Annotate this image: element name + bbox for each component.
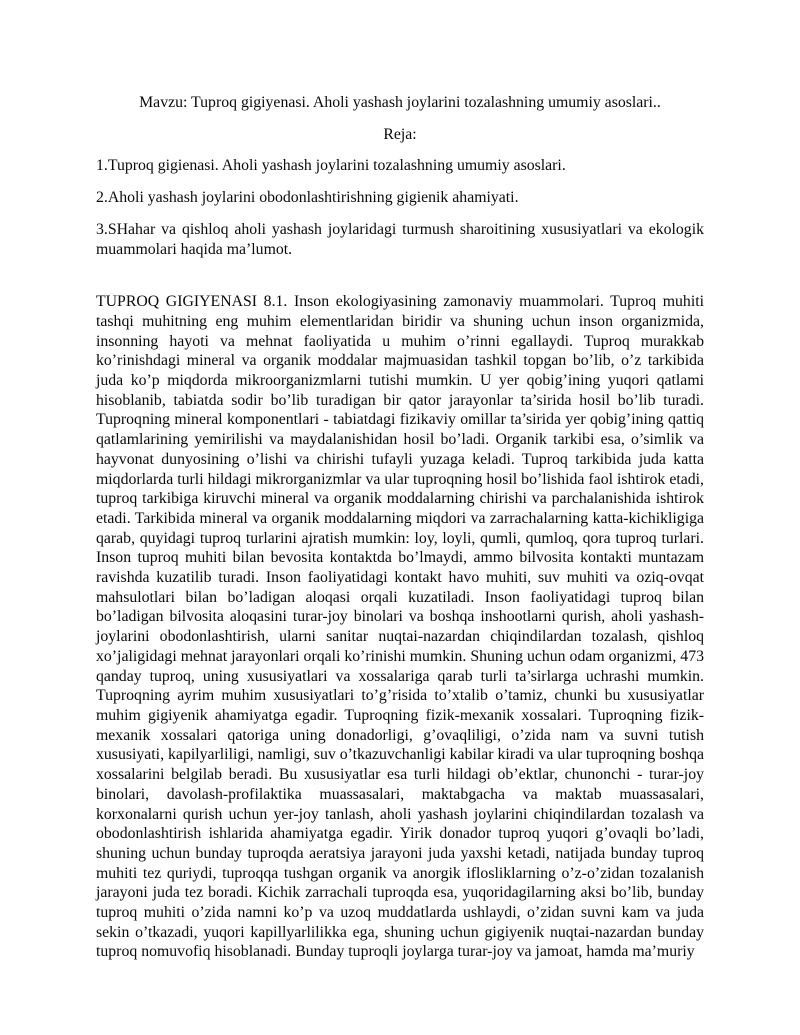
document-title: Mavzu: Tuproq gigiyenasi. Aholi yashash joylarini tozalashning umumiy asoslari..: [139, 94, 661, 111]
plan-item-2: 2.Aholi yashash joylarini obodonlashtirishning gigienik ahamiyati.: [96, 189, 519, 207]
body-paragraph: TUPROQ GIGIYENASI 8.1. Inson ekologiyasining zamonaviy muammolari. Tuproq muhiti tashqi muhitning eng muhim elementlaridan biridir va shuning uchun inson organizmida, insonning hayoti va mehnat faoliyatida u muhim o’rinni egallaydi. Tuproq murakkab ko’rinishdagi mineral va organik moddalar majmuasidan tashkil topgan bo’lib, o’z tarkibida juda ko’p miqdorda mikroorganizmlarni tutishi mumkin. U yer qobig’ining yuqori qatlami hisoblanib, tabiatda sodir bo’lib turadigan bir qator jarayonlar ta’sirida hosil bo’lib turadi. Tuproqning mineral komponentlari - tabiatdagi fizikaviy omillar ta’sirida yer qobig’ining qattiq qatlamlarining yemirilishi va maydalanishidan hosil bo’ladi. Organik tarkibi esa, o’simlik va hayvonat dunyosining o’lishi va chirishi tufayli yuzaga keladi. Tuproq tarkibida juda katta miqdorlarda turli hildagi mikrorganizmlar va ular tuproqning hosil bo’lishida faol ishtirok etadi, tuproq tarkibiga kiruvchi mineral va organik moddalarning chirishi va parchalanishida ishtirok etadi. Tarkibida mineral va organik moddalarning miqdori va zarrachalarning katta-kichikligiga qarab, quyidagi tuproq turlarini ajratish mumkin: loy, loyli, qumli, qumloq, qora tuproq turlari. Inson tuproq muhiti bilan bevosita kontaktda bo’lmaydi, ammo bilvosita kontakti muntazam ravishda kuzatilib turadi. Inson faoliyatidagi kontakt havo muhiti, suv muhiti va oziq-ovqat mahsulotlari bilan bo’ladigan aloqasi orqali kuzatiladi. Inson faoliyatidagi tuproq bilan bo’ladigan bilvosita aloqasini turar-joy binolari va boshqa inshootlarni qurish, aholi yashash-joylarini obodonlashtirish, ularni sanitar nuqtai-nazardan chiqindilardan tozalash, qishloq xo’jaligidagi mehnat jarayonlari orqali ko’rinishi mumkin. Shuning uchun odam organizmi, 473 qanday tuproq, uning xususiyatlari va xossalariga qarab turli ta’sirlarga uchrashi mumkin. Tuproqning ayrim muhim xususiyatlari to’g’risida to’xtalib o’tamiz, chunki bu xususiyatlar muhim gigiyenik ahamiyatga egadir. Tuproqning fizik-mexanik xossalari. Tuproqning fizik-mexanik xossalari qatoriga uning donadorligi, g’ovaqliligi, o’zida nam va suvni tutish xususiyati, kapilyarliligi, namligi, suv o’tkazuvchanligi kabilar kiradi va ular tuproqning boshqa xossalarini belgilab beradi. Bu xususiyatlar esa turli hildagi ob’ektlar, chunonchi - turar-joy binolari, davolash-profilaktika muassasalari, maktabgacha va maktab muassasalari, korxonalarni qurish uchun yer-joy tanlash, aholi yashash joylarini chiqindilardan tozalash va obodonlashtirish ishlarida ahamiyatga egadir. Yirik donador tuproq yuqori g’ovaqli bo’ladi, shuning uchun bunday tuproqda aeratsiya jarayoni juda yaxshi ketadi, natijada bunday tuproq muhiti tez quriydi, tuproqqa tushgan organik va anorgik iflosliklarning o’z-o’zidan tozalanish jarayoni juda tez boradi. Kichik zarrachali tuproqda esa, yuqoridagilarning aksi bo’lib, bunday tuproq muhiti o’zida namni ko’p va uzoq muddatlarda ushlaydi, o’zidan suvni kam va juda sekin o’tkazadi, yuqori kapillyarlilikka ega, shuning uchun gigiyenik nuqtai-nazardan bunday tuproq nomuvofiq hisoblanadi. Bunday tuproqli joylarga turar-joy va jamoat, hamda ma’muriy: [96, 293, 704, 961]
plan-item-3: 3.SHahar va qishloq aholi yashash joylaridagi turmush sharoitining xususiyatlari va ekologik muammolari haqida ma’lumot.: [96, 220, 704, 258]
plan-item-1: 1.Tuproq gigienasi. Aholi yashash joylarini tozalashning umumiy asoslari.: [96, 157, 566, 175]
plan-heading: Reja:: [383, 125, 417, 143]
